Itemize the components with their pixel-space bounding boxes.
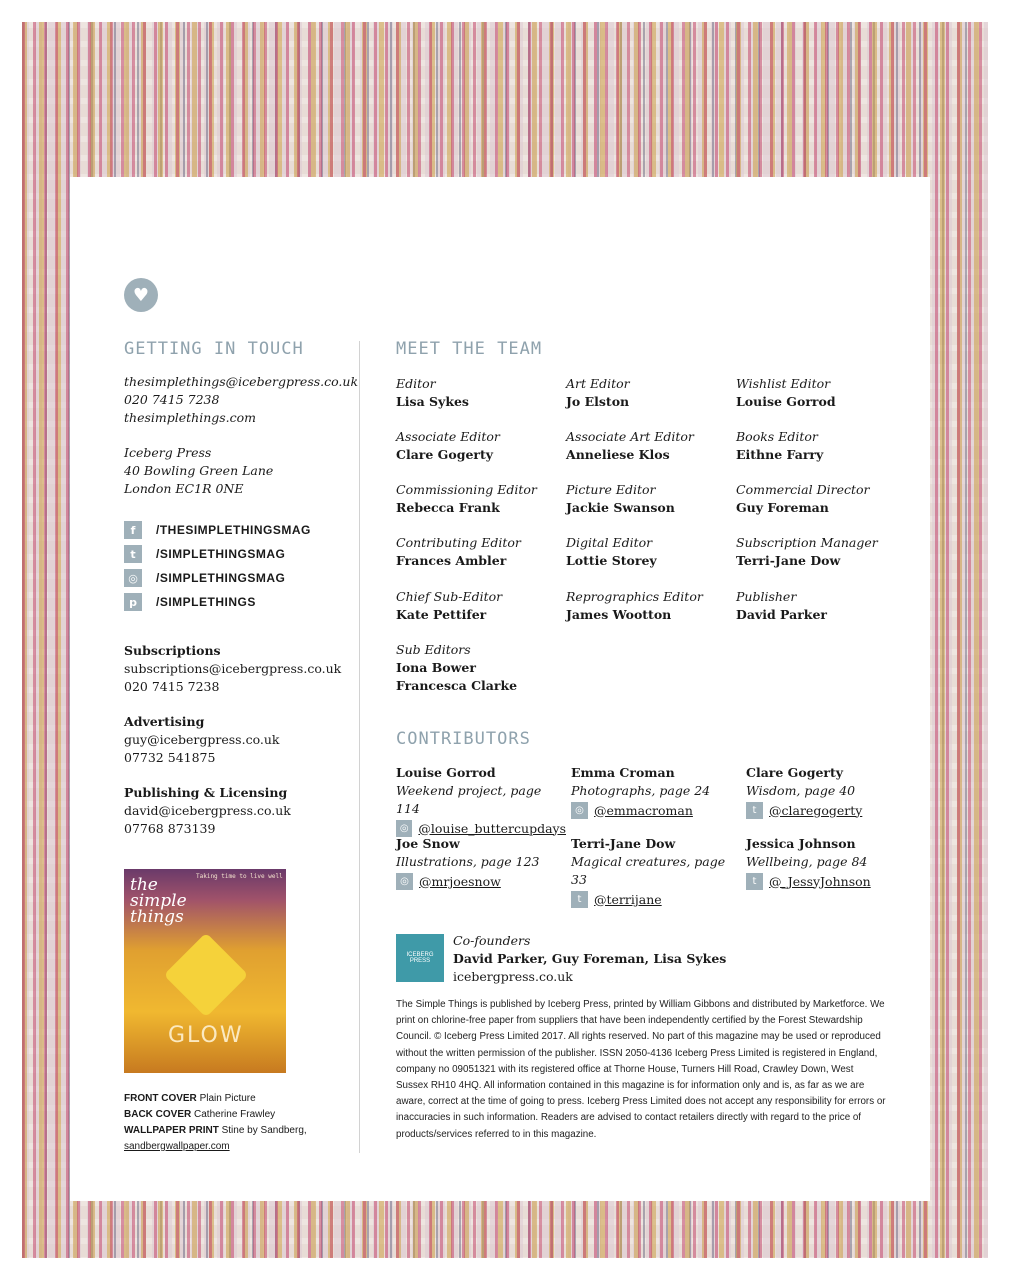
meet-the-team-heading: MEET THE TEAM: [396, 339, 543, 359]
team-role: Associate Art Editor: [566, 429, 694, 444]
team-member: [736, 375, 901, 411]
contributor-handle-link[interactable]: [571, 889, 741, 909]
cover-title: the simple things: [130, 875, 187, 927]
logo-text: ICEBERG PRESS: [406, 952, 434, 964]
contributor-work: Wisdom, page 40: [746, 783, 856, 798]
team-name: James Wootton: [566, 607, 672, 622]
social-label: /SIMPLETHINGSMAG: [156, 547, 286, 561]
team-role: Reprographics Editor: [566, 589, 703, 604]
contributor-handle-link[interactable]: [396, 871, 566, 891]
contributor-work: Illustrations, page 123: [396, 854, 540, 869]
front-cover-label: FRONT COVER: [124, 1093, 197, 1104]
contributor-name: Clare Gogerty: [746, 765, 844, 780]
publishing-email[interactable]: david@icebergpress.co.uk: [124, 803, 291, 818]
contributor-handle: @louise_buttercupdays: [418, 820, 566, 836]
team-member: [396, 588, 561, 624]
team-name: Frances Ambler: [396, 553, 507, 568]
team-role: Wishlist Editor: [736, 376, 831, 391]
facebook-icon: f: [124, 521, 142, 539]
back-cover-value: Catherine Frawley: [194, 1109, 276, 1120]
team-member: [396, 375, 561, 411]
team-member: [396, 481, 561, 517]
advertising-title: Advertising: [124, 714, 205, 729]
wallpaper-print-label: WALLPAPER PRINT: [124, 1125, 219, 1136]
team-member: [396, 534, 561, 570]
team-member: [736, 534, 901, 570]
publishing-title: Publishing & Licensing: [124, 785, 288, 800]
contributor-handle: @mrjoesnow: [419, 873, 501, 889]
team-name: David Parker: [736, 607, 827, 622]
team-member: [736, 428, 901, 464]
team-name: Jo Elston: [566, 394, 630, 409]
heart-icon: ♥: [124, 278, 158, 312]
advertising-block: [124, 713, 279, 767]
contributor-name: Emma Croman: [571, 765, 675, 780]
iceberg-press-logo: [396, 934, 444, 982]
instagram-icon: ◎: [396, 820, 412, 837]
team-name: Jackie Swanson: [566, 500, 675, 515]
team-role: Commissioning Editor: [396, 482, 537, 497]
team-member: [396, 428, 561, 464]
contributor: [746, 764, 916, 820]
magazine-cover-image: [124, 869, 286, 1073]
social-instagram[interactable]: [124, 566, 311, 590]
contributor-handle: @claregogerty: [769, 802, 863, 818]
team-role: Associate Editor: [396, 429, 500, 444]
contributor: [396, 835, 566, 891]
social-facebook[interactable]: [124, 518, 311, 542]
cover-tagline: Taking time to live well: [196, 873, 283, 880]
instagram-icon: ◎: [571, 802, 588, 819]
address-line: 40 Bowling Green Lane: [124, 463, 274, 478]
cover-headline: GLOW: [168, 1023, 244, 1048]
contributor: [571, 835, 741, 909]
contributor-name: Joe Snow: [396, 836, 460, 851]
team-role: Art Editor: [566, 376, 630, 391]
cover-credits: [124, 1091, 344, 1155]
subscriptions-block: [124, 642, 341, 696]
contributor-name: Louise Gorrod: [396, 765, 496, 780]
contributor-work: Photographs, page 24: [571, 783, 711, 798]
back-cover-label: BACK COVER: [124, 1109, 192, 1120]
address-line: London EC1R 0NE: [124, 481, 244, 496]
team-role: Commercial Director: [736, 482, 870, 497]
contributor-handle: @_JessyJohnson: [769, 873, 871, 889]
contributor-name: Jessica Johnson: [746, 836, 856, 851]
contributor-handle: @terrijane: [594, 891, 662, 907]
team-name: Terri-Jane Dow: [736, 553, 841, 568]
team-role: Editor: [396, 376, 436, 391]
team-name: Lisa Sykes: [396, 394, 469, 409]
twitter-icon: t: [571, 891, 588, 908]
social-twitter[interactable]: [124, 542, 311, 566]
contact-email[interactable]: thesimplethings@icebergpress.co.uk: [124, 374, 359, 389]
team-name: Anneliese Klos: [566, 447, 670, 462]
team-member: [396, 641, 561, 695]
maple-leaf-icon: [164, 933, 249, 1018]
team-name: Clare Gogerty: [396, 447, 494, 462]
pinterest-icon: p: [124, 593, 142, 611]
contact-phone: 020 7415 7238: [124, 392, 220, 407]
team-role: Books Editor: [736, 429, 818, 444]
team-role: Picture Editor: [566, 482, 656, 497]
twitter-icon: t: [746, 802, 763, 819]
contributors-heading: CONTRIBUTORS: [396, 729, 531, 749]
front-cover-value: Plain Picture: [199, 1093, 256, 1104]
team-name: Louise Gorrod: [736, 394, 836, 409]
publishing-block: [124, 784, 291, 838]
social-label: /THESIMPLETHINGSMAG: [156, 523, 311, 537]
legal-notice: The Simple Things is published by Iceberg Press, printed by William Gibbons and distributed by Marketforce. We print on chlorine-free paper from suppliers that have been independently certified by the Forest Stewardship Council. © Iceberg Press Limited 2017. All rights reserved. No part of this magazine may be used or reproduced without the written permission of the publisher. ISSN 2050-4136 Iceberg Press Limited is registered in England, company no 09051321 with its registered office at Thorne House, Turners Hill Road, Crawley Down, West Sussex RH10 4HQ. All information contained in this magazine is for information only and is, as far as we are aware, correct at the time of going to press. Iceberg Press Limited does not accept any responsibility for errors or inaccuracies in such information. Readers are advised to contact retailers directly with regard to the price of products/services referred to in this magazine.: [396, 999, 886, 1140]
team-role: Sub Editors: [396, 642, 471, 657]
contributor-handle-link[interactable]: [746, 871, 916, 891]
team-member: [566, 534, 731, 570]
team-name: Kate Pettifer: [396, 607, 487, 622]
team-role: Publisher: [736, 589, 797, 604]
subscriptions-phone: 020 7415 7238: [124, 679, 220, 694]
contributor-work: Weekend project, page 114: [396, 783, 542, 816]
subscriptions-email[interactable]: subscriptions@icebergpress.co.uk: [124, 661, 342, 676]
contributor: [746, 835, 916, 891]
advertising-phone: 07732 541875: [124, 750, 216, 765]
address-line: Iceberg Press: [124, 445, 212, 460]
contributor-work: Magical creatures, page 33: [571, 854, 726, 887]
team-member: [566, 428, 731, 464]
founders-names: David Parker, Guy Foreman, Lisa Sykes: [453, 951, 727, 966]
instagram-icon: ◎: [124, 569, 142, 587]
contact-website[interactable]: thesimplethings.com: [124, 410, 257, 425]
team-role: Digital Editor: [566, 535, 653, 550]
column-divider: [359, 341, 360, 1153]
team-member: [736, 588, 901, 624]
social-label: /SIMPLETHINGSMAG: [156, 571, 286, 585]
address-block: [124, 444, 273, 498]
contributor-handle: @emmacroman: [594, 802, 693, 818]
team-member: [566, 588, 731, 624]
team-role: Contributing Editor: [396, 535, 521, 550]
team-member: [566, 375, 731, 411]
contact-block: [124, 373, 358, 427]
wallpaper-link[interactable]: sandbergwallpaper.com: [124, 1141, 230, 1152]
wallpaper-print-value: Stine by Sandberg,: [221, 1125, 307, 1136]
founders-label: Co-founders: [453, 933, 531, 948]
contributor: [571, 764, 741, 820]
team-member: [736, 481, 901, 517]
advertising-email[interactable]: guy@icebergpress.co.uk: [124, 732, 280, 747]
contributor: [396, 764, 566, 838]
twitter-icon: t: [746, 873, 763, 890]
founders-website[interactable]: icebergpress.co.uk: [453, 969, 573, 984]
team-role: Subscription Manager: [736, 535, 878, 550]
contributor-name: Terri-Jane Dow: [571, 836, 676, 851]
team-name: Lottie Storey: [566, 553, 657, 568]
team-name: Eithne Farry: [736, 447, 824, 462]
subscriptions-title: Subscriptions: [124, 643, 221, 658]
team-name: Rebecca Frank: [396, 500, 500, 515]
contributor-handle-link[interactable]: [571, 800, 741, 820]
founders-block: [453, 932, 726, 986]
instagram-icon: ◎: [396, 873, 413, 890]
team-name: Guy Foreman: [736, 500, 829, 515]
contributor-work: Wellbeing, page 84: [746, 854, 868, 869]
social-label: /SIMPLETHINGS: [156, 595, 256, 609]
team-member: [566, 481, 731, 517]
publishing-phone: 07768 873139: [124, 821, 216, 836]
team-role: Chief Sub-Editor: [396, 589, 503, 604]
social-links: [124, 518, 311, 614]
getting-in-touch-heading: GETTING IN TOUCH: [124, 339, 304, 359]
team-name: Iona Bower: [396, 660, 476, 675]
social-pinterest[interactable]: [124, 590, 311, 614]
contributor-handle-link[interactable]: [746, 800, 916, 820]
twitter-icon: t: [124, 545, 142, 563]
team-name: Francesca Clarke: [396, 678, 518, 693]
